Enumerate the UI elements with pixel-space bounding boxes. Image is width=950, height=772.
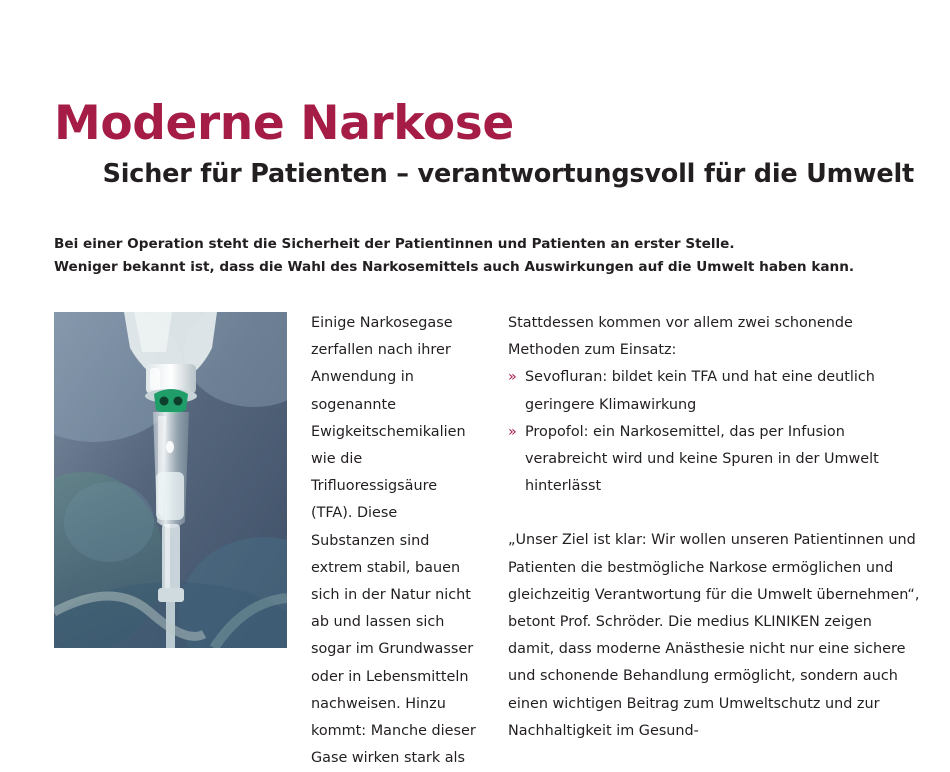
paragraph-spacer bbox=[508, 500, 920, 527]
lead-line-2: Weniger bekannt ist, dass die Wahl des Narkosemittels auch Auswirkungen auf die Umwelt haben kann. bbox=[54, 259, 855, 275]
right-intro-paragraph: Stattdessen kommen vor allem zwei schonende Methoden zum Einsatz: bbox=[508, 315, 853, 359]
left-paragraph-1: Einige Narkosegase zerfallen nach ihrer Anwendung in sogenannte Ewigkeitschemikalien wie die Trifluoressigsäure (TFA). Diese Substanzen sind extrem stabil, bauen sich in der Natur nicht ab und lassen sich sogar im Grundwasser oder in Lebensmitteln nachweisen. Hinzu kommt: Manche dieser Gase wirken stark als bbox=[311, 315, 476, 767]
list-item-label: Sevofluran: bildet kein TFA und hat eine deutlich geringere Klimawirkung bbox=[525, 369, 875, 413]
lead-paragraph bbox=[54, 233, 934, 279]
headline-block bbox=[54, 96, 914, 190]
body-column-right bbox=[508, 310, 920, 745]
infusion-bottle-photo-icon bbox=[54, 312, 287, 648]
body-column-left bbox=[311, 310, 483, 772]
lead-line-1: Bei einer Operation steht die Sicherheit der Patientinnen und Patienten an erster Stelle. bbox=[54, 236, 735, 252]
list-item bbox=[508, 364, 920, 418]
page-subtitle: Sicher für Patienten – verantwortungsvoll für die Umwelt bbox=[102, 159, 914, 189]
chevron-bullet-icon: » bbox=[508, 369, 517, 386]
article-photo bbox=[54, 312, 287, 648]
methods-list bbox=[508, 364, 920, 500]
right-quote-paragraph: „Unser Ziel ist klar: Wir wollen unseren Patientinnen und Patienten die bestmögliche Narkose ermöglichen und gleichzeitig Verantwortung für die Umwelt übernehmen“, betont Prof. Schröder. Die medius KLINIKEN zeigen damit, dass moderne Anästhesie nicht nur eine sichere und schonende Behandlung ermöglicht, sondern auch einen wichtigen Beitrag zum Umweltschutz und zur Nachhaltigkeit im Gesund- bbox=[508, 532, 920, 739]
page-title: Moderne Narkose bbox=[54, 96, 514, 151]
list-item bbox=[508, 419, 920, 501]
list-item-label: Propofol: ein Narkosemittel, das per Infusion verabreicht wird und keine Spuren in der Umwelt hinterlässt bbox=[525, 423, 879, 495]
chevron-bullet-icon: » bbox=[508, 423, 517, 440]
